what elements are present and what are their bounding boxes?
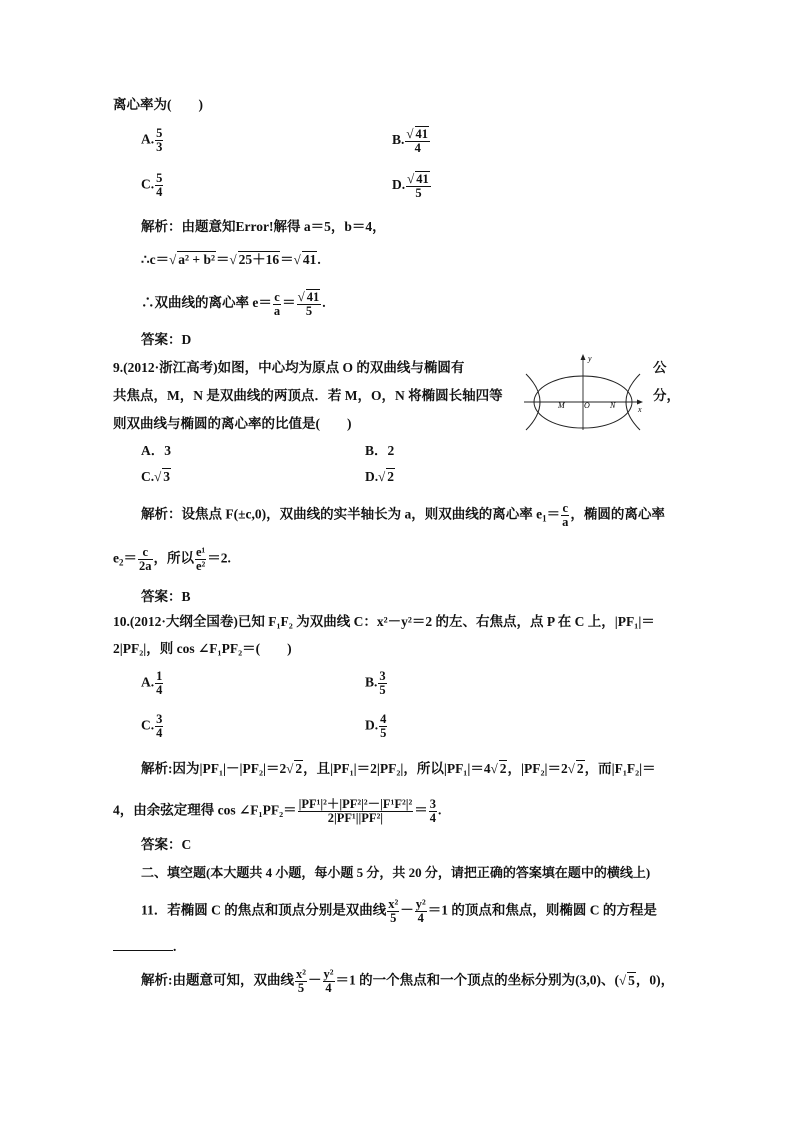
- q8-solution-line1: 解析：由题意知Error!解得 a＝5，b＝4，: [141, 219, 386, 234]
- y-label: y: [588, 354, 592, 363]
- y-axis-arrow: [581, 354, 586, 360]
- q10-option-c: C. $\frac{3}{4}$: [141, 712, 163, 740]
- x-label: x: [638, 405, 642, 414]
- q8-stem-tail: 离心率为( ): [113, 97, 203, 112]
- q10-stem-line2: 2|PF₂|，则 cos ∠F₁PF₂＝( ): [113, 641, 292, 656]
- q9-answer: 答案：B: [141, 589, 191, 604]
- q8-solution-line2: ∴c＝√ a² + b²＝√ 25＋16＝√ 41.: [141, 252, 321, 267]
- q10-solution-line1: 解析:因为|PF₁|－|PF₂|＝2√ 2，且|PF₁|＝2|PF₂|，所以|PF₁|＝4√ 2，|PF₂|＝2√ 2，而|F₁F₂|＝: [141, 761, 656, 776]
- q9-option-d: D.√ 2: [365, 469, 395, 484]
- q11-solution-line1: 解析:由题意可知，双曲线 $\frac{\text{x²}}{5}$ － $\frac{\text{y²}}{4}$ ＝1 的一个焦点和一个顶点的坐标分别为(3,0)、(√ 5，0)，: [141, 967, 675, 995]
- q8-option-b: B. $\frac{√ 41}{4}$: [392, 126, 429, 155]
- q9-stem-line1: 9.(2012·浙江高考)如图，中心均为原点 O 的双曲线与椭圆有: [113, 360, 465, 375]
- q9-figure: [520, 352, 648, 432]
- q9-option-a: A．3: [141, 443, 171, 458]
- q10-option-a: A. $\frac{1}{4}$: [141, 669, 163, 697]
- n-label: N: [610, 401, 616, 410]
- q9-option-c: C.√ 3: [141, 469, 171, 484]
- q9-stem-line3: 则双曲线与椭圆的离心率的比值是( ): [113, 416, 352, 431]
- q10-answer: 答案：C: [141, 837, 192, 852]
- q9-solution-line2: $e_2=$ $\frac{c}{2a}$ ，所以 $\frac{\text{e¹}}{\text{e²}}$ ＝2.: [113, 545, 231, 573]
- m-label: M: [558, 401, 565, 410]
- q10-solution-line2: 4，由余弦定理得 cos ∠F₁PF₂＝ $\frac{\text{|PF¹|²＋|PF²|²－|F¹F²|²}}{\text{2|PF¹||PF²|}}$ ＝ $\frac{3}{4}$ .: [113, 797, 442, 825]
- q8-option-a: A. $\frac{5}{3}$: [141, 126, 163, 154]
- q8-option-d: D. $\frac{√ 41}{5}$: [392, 171, 429, 200]
- q10-option-d: D. $\frac{4}{5}$: [365, 712, 387, 740]
- q8-option-c: C. $\frac{5}{4}$: [141, 171, 163, 199]
- q11-stem-line2: .: [113, 938, 176, 956]
- q9-option-b: B．2: [365, 443, 395, 458]
- q9-solution-line1: 解析：设焦点 F(±c,0)，双曲线的实半轴长为 a，则双曲线的离心率 $e_1=$ $\frac{c}{a}$ ，椭圆的离心率: [141, 501, 665, 529]
- section-heading-fill-in: 二、填空题(本大题共 4 小题，每小题 5 分，共 20 分，请把正确的答案填在题中的横线上): [141, 865, 651, 880]
- q9-stem-line2: 共焦点，M，N 是双曲线的两顶点．若 M，O，N 将椭圆长轴四等: [113, 388, 503, 403]
- q11-stem-line1: 11．若椭圆 C 的焦点和顶点分别是双曲线 $\frac{\text{x²}}{5}$ － $\frac{\text{y²}}{4}$ ＝1 的顶点和焦点，则椭圆 C 的方程是: [141, 897, 657, 925]
- q8-answer: 答案：D: [141, 332, 192, 347]
- q10-option-b: B. $\frac{3}{5}$: [365, 669, 386, 697]
- x-axis-arrow: [637, 400, 643, 405]
- o-label: O: [584, 401, 590, 410]
- q9-stem-line1-right: 公: [653, 360, 667, 375]
- q10-stem-line1: 10.(2012·大纲全国卷)已知 F₁F₂ 为双曲线 C：x²－y²＝2 的左、右焦点，点 P 在 C 上，|PF₁|＝: [113, 614, 655, 629]
- q11-answer-blank[interactable]: [113, 950, 173, 951]
- q9-stem-line2-right: 分，: [653, 388, 680, 403]
- q8-solution-line3: ∴双曲线的离心率 e＝ $\frac{c}{a}$ ＝ $\frac{√ 41}{5}$ .: [141, 289, 326, 318]
